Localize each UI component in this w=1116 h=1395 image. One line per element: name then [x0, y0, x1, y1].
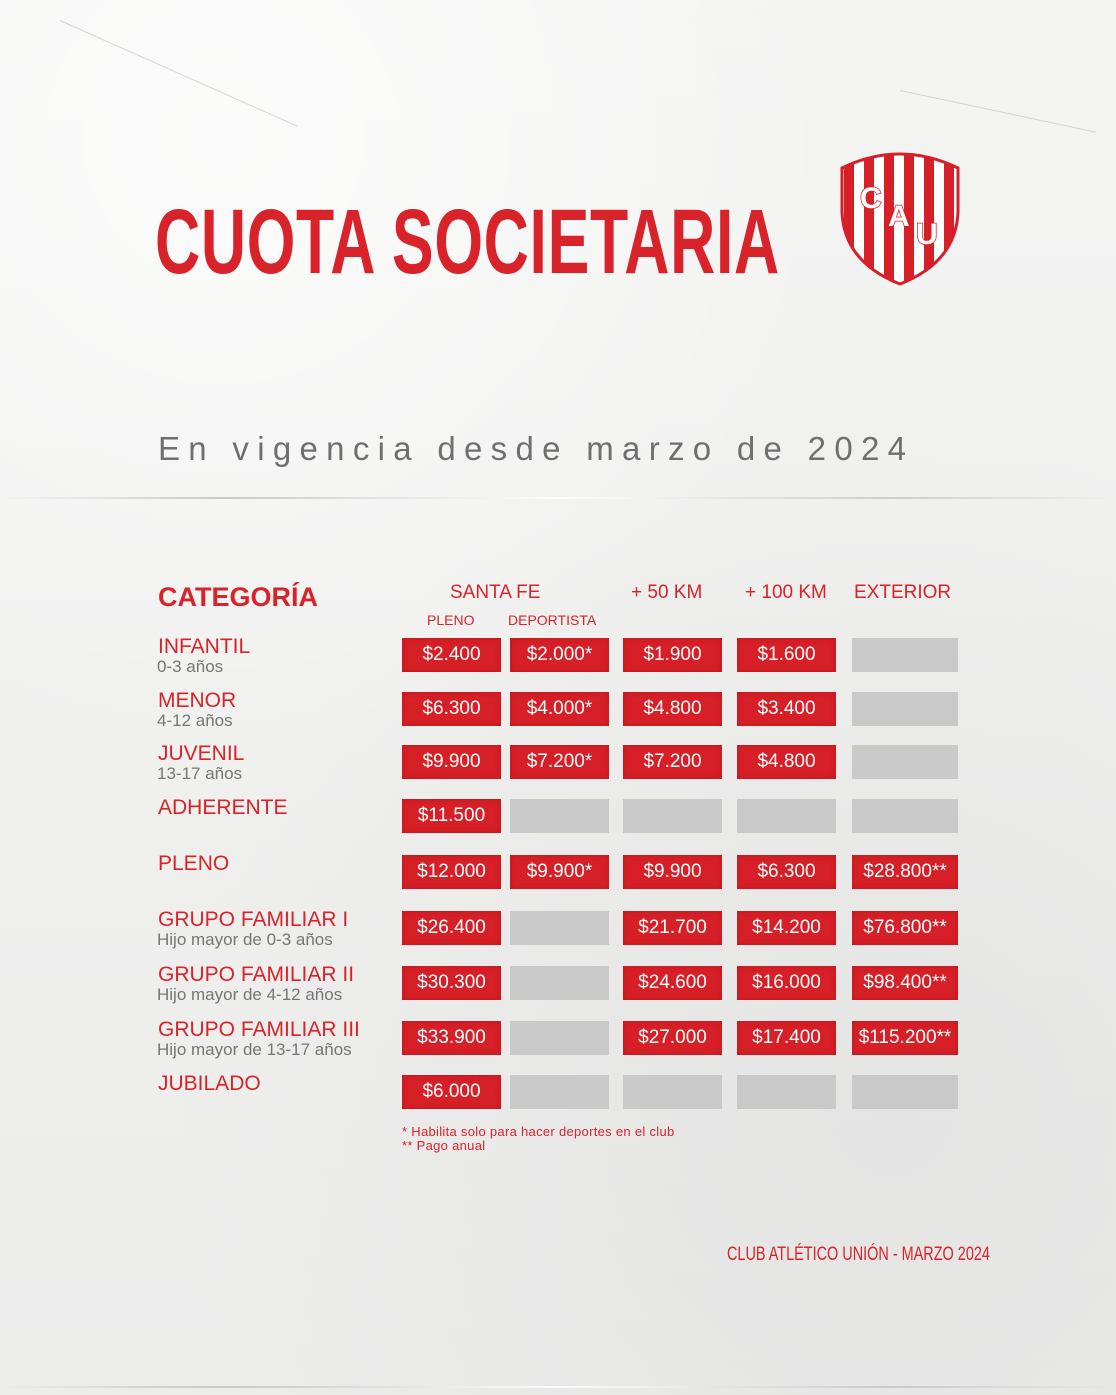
price-pleno: $2.400	[402, 638, 501, 672]
table-row	[0, 852, 1116, 889]
price-deportista: $9.900*	[510, 855, 609, 889]
category-subtitle: Hijo mayor de 0-3 años	[157, 930, 333, 949]
price-pleno: $12.000	[402, 855, 501, 889]
empty-cell	[510, 966, 609, 1000]
table-row	[0, 1018, 1116, 1059]
empty-cell	[623, 799, 722, 833]
category-name: GRUPO FAMILIAR I	[158, 908, 349, 931]
category-subtitle: Hijo mayor de 4-12 años	[157, 985, 343, 1004]
empty-cell	[510, 1021, 609, 1055]
price-deportista: $7.200*	[510, 745, 609, 779]
column-exterior: EXTERIOR	[854, 582, 952, 603]
category-name: JUVENIL	[158, 742, 245, 765]
price-100km: $1.600	[737, 638, 836, 672]
price-50km: $21.700	[623, 911, 722, 945]
table-row	[0, 635, 1116, 676]
price-50km: $24.600	[623, 966, 722, 1000]
table-row	[0, 963, 1116, 1004]
paper-crease	[900, 90, 1096, 133]
empty-cell	[510, 911, 609, 945]
column-santa-fe: SANTA FE	[450, 582, 541, 603]
price-100km: $17.400	[737, 1021, 836, 1055]
empty-cell	[852, 745, 958, 779]
price-pleno: $9.900	[402, 745, 501, 779]
price-50km: $27.000	[623, 1021, 722, 1055]
club-credit: CLUB ATLÉTICO UNIÓN - MARZO 2024	[727, 1244, 990, 1265]
price-exterior: $28.800**	[852, 855, 958, 889]
paper-crease	[60, 20, 298, 127]
page-title: CUOTA SOCIETARIA	[155, 191, 780, 293]
price-50km: $7.200	[623, 745, 722, 779]
empty-cell	[852, 692, 958, 726]
price-pleno: $30.300	[402, 966, 501, 1000]
price-pleno: $6.000	[402, 1075, 501, 1109]
price-pleno: $6.300	[402, 692, 501, 726]
price-50km: $4.800	[623, 692, 722, 726]
price-exterior: $98.400**	[852, 966, 958, 1000]
empty-cell	[852, 1075, 958, 1109]
empty-cell	[510, 1075, 609, 1109]
table-row	[0, 742, 1116, 783]
price-exterior: $115.200**	[852, 1021, 958, 1055]
logo-letter-a: A	[888, 200, 910, 233]
category-subtitle: 0-3 años	[157, 657, 224, 676]
price-pleno: $26.400	[402, 911, 501, 945]
table-row	[0, 908, 1116, 949]
category-subtitle: Hijo mayor de 13-17 años	[157, 1040, 352, 1059]
price-100km: $16.000	[737, 966, 836, 1000]
category-name: INFANTIL	[158, 635, 251, 658]
category-subtitle: 4-12 años	[157, 711, 233, 730]
table-row	[0, 796, 1116, 833]
footnote-annual: ** Pago anual	[402, 1138, 486, 1153]
price-50km: $9.900	[623, 855, 722, 889]
table-row	[0, 1072, 1116, 1109]
category-subtitle: 13-17 años	[157, 764, 243, 783]
empty-cell	[737, 1075, 836, 1109]
club-crest-logo	[836, 146, 964, 288]
category-name: ADHERENTE	[158, 796, 288, 819]
price-pleno: $11.500	[402, 799, 501, 833]
price-100km: $14.200	[737, 911, 836, 945]
column-50km: + 50 KM	[631, 582, 703, 603]
footnote-deportista: * Habilita solo para hacer deportes en el club	[402, 1124, 675, 1139]
price-100km: $3.400	[737, 692, 836, 726]
table-row	[0, 689, 1116, 730]
empty-cell	[852, 799, 958, 833]
empty-cell	[737, 799, 836, 833]
price-100km: $6.300	[737, 855, 836, 889]
category-name: GRUPO FAMILIAR II	[158, 963, 355, 986]
paper-crease	[0, 1386, 1116, 1388]
category-name: JUBILADO	[158, 1072, 261, 1095]
price-100km: $4.800	[737, 745, 836, 779]
category-name: MENOR	[158, 689, 237, 712]
empty-cell	[623, 1075, 722, 1109]
column-100km: + 100 KM	[745, 582, 827, 603]
empty-cell	[510, 799, 609, 833]
category-name: GRUPO FAMILIAR III	[158, 1018, 360, 1041]
paper-crease	[0, 497, 1116, 499]
subcolumn-deportista: DEPORTISTA	[508, 612, 597, 628]
validity-subtitle: En vigencia desde marzo de 2024	[158, 430, 915, 467]
price-deportista: $2.000*	[510, 638, 609, 672]
price-pleno: $33.900	[402, 1021, 501, 1055]
empty-cell	[852, 638, 958, 672]
price-50km: $1.900	[623, 638, 722, 672]
price-deportista: $4.000*	[510, 692, 609, 726]
category-name: PLENO	[158, 852, 230, 875]
logo-letter-c: C	[860, 182, 882, 215]
logo-letter-u: U	[916, 218, 938, 251]
category-header: CATEGORÍA	[158, 582, 318, 612]
subcolumn-pleno: PLENO	[427, 612, 475, 628]
price-exterior: $76.800**	[852, 911, 958, 945]
